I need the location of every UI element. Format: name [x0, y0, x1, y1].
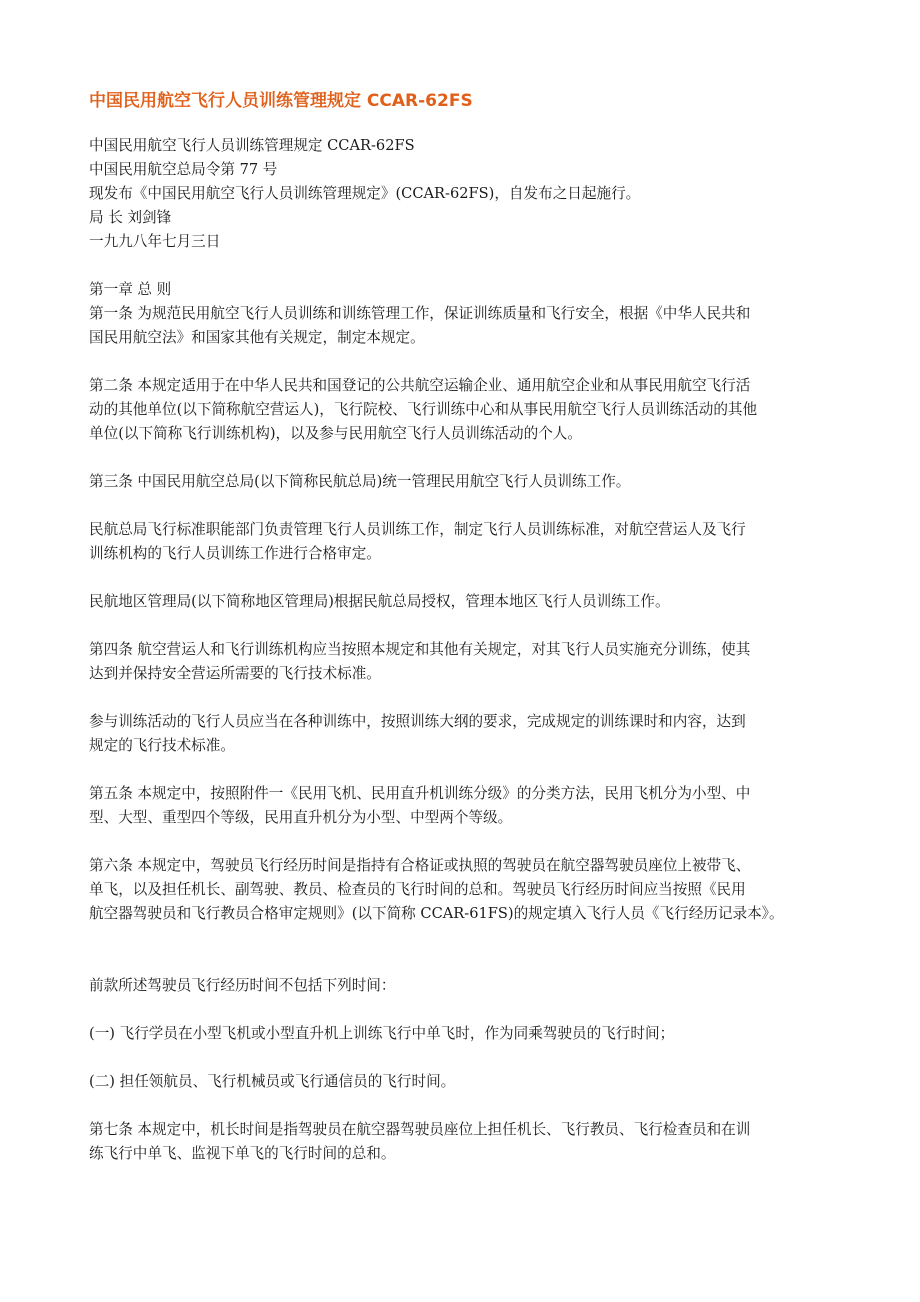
article-4-paragraph-2 — [89, 710, 839, 758]
header-line: 一九九八年七月三日 — [89, 233, 221, 250]
article-6-item-1 — [89, 1022, 839, 1046]
paragraph-line: 参与训练活动的飞行人员应当在各种训练中，按照训练大纲的要求，完成规定的训练课时和内容，达到 — [89, 713, 746, 730]
article-7 — [89, 1118, 839, 1166]
article-3-paragraph-3 — [89, 590, 839, 614]
article-3-paragraph-2 — [89, 518, 839, 566]
list-item: (二) 担任领航员、飞行机械员或飞行通信员的飞行时间。 — [89, 1073, 456, 1090]
spacer — [89, 1046, 839, 1070]
paragraph-line: 动的其他单位(以下简称航空营运人)，飞行院校、飞行训练中心和从事民用航空飞行人员训练活动的其他 — [89, 401, 758, 418]
spacer — [89, 686, 839, 710]
spacer — [89, 1094, 839, 1118]
spacer — [89, 614, 839, 638]
paragraph-line: 第六条 本规定中，驾驶员飞行经历时间是指持有合格证或执照的驾驶员在航空器驾驶员座位上被带飞、 — [89, 857, 751, 874]
paragraph-line: 型、大型、重型四个等级，民用直升机分为小型、中型两个等级。 — [89, 809, 513, 826]
article-6-paragraph-2 — [89, 974, 839, 998]
document-title: 中国民用航空飞行人员训练管理规定 CCAR-62FS — [89, 91, 473, 111]
article-2 — [89, 374, 839, 446]
header-line: 中国民用航空飞行人员训练管理规定 CCAR-62FS — [89, 137, 415, 154]
article-6-item-2 — [89, 1070, 839, 1094]
spacer — [89, 830, 839, 854]
list-item: (一) 飞行学员在小型飞机或小型直升机上训练飞行中单飞时，作为同乘驾驶员的飞行时间； — [89, 1025, 675, 1042]
paragraph-line: 单位(以下简称飞行训练机构)，以及参与民用航空飞行人员训练活动的个人。 — [89, 425, 582, 442]
paragraph-line: 民航总局飞行标准职能部门负责管理飞行人员训练工作，制定飞行人员训练标准，对航空营运人及飞行 — [89, 521, 746, 538]
paragraph-line: 第七条 本规定中，机长时间是指驾驶员在航空器驾驶员座位上担任机长、飞行教员、飞行检查员和在训 — [89, 1121, 751, 1138]
chapter-heading: 第一章 总 则 — [89, 281, 172, 298]
header-line: 现发布《中国民用航空飞行人员训练管理规定》(CCAR-62FS)，自发布之日起施行。 — [89, 185, 641, 202]
paragraph-line: 第一条 为规范民用航空飞行人员训练和训练管理工作，保证训练质量和飞行安全，根据《中华人民共和 — [89, 305, 751, 322]
article-3 — [89, 470, 839, 494]
paragraph-line: 第二条 本规定适用于在中华人民共和国登记的公共航空运输企业、通用航空企业和从事民用航空飞行活 — [89, 377, 751, 394]
spacer — [89, 350, 839, 374]
paragraph-line: 第四条 航空营运人和飞行训练机构应当按照本规定和其他有关规定，对其飞行人员实施充分训练，使其 — [89, 641, 751, 658]
article-4 — [89, 638, 839, 686]
header-line: 中国民用航空总局令第 77 号 — [89, 161, 278, 178]
article-1 — [89, 302, 839, 350]
paragraph-line: 第三条 中国民用航空总局(以下简称民航总局)统一管理民用航空飞行人员训练工作。 — [89, 473, 631, 490]
paragraph-line: 达到并保持安全营运所需要的飞行技术标准。 — [89, 665, 381, 682]
paragraph-line: 练飞行中单飞、监视下单飞的飞行时间的总和。 — [89, 1145, 396, 1162]
article-6 — [89, 854, 839, 926]
header-block — [89, 134, 839, 254]
paragraph-line: 第五条 本规定中，按照附件一《民用飞机、民用直升机训练分级》的分类方法，民用飞机分为小型、中 — [89, 785, 751, 802]
paragraph-line: 民航地区管理局(以下简称地区管理局)根据民航总局授权，管理本地区飞行人员训练工作。 — [89, 593, 670, 610]
document-body — [89, 134, 839, 1166]
spacer — [89, 446, 839, 470]
paragraph-line: 训练机构的飞行人员训练工作进行合格审定。 — [89, 545, 381, 562]
spacer — [89, 494, 839, 518]
paragraph-line: 航空器驾驶员和飞行教员合格审定规则》(以下简称 CCAR-61FS)的规定填入飞行人员《飞行经历记录本》。 — [89, 905, 784, 922]
article-5 — [89, 782, 839, 830]
paragraph-line: 国民用航空法》和国家其他有关规定，制定本规定。 — [89, 329, 425, 346]
spacer — [89, 254, 839, 278]
spacer — [89, 758, 839, 782]
spacer — [89, 998, 839, 1022]
spacer — [89, 566, 839, 590]
header-line: 局 长 刘剑锋 — [89, 209, 172, 226]
paragraph-line: 前款所述驾驶员飞行经历时间不包括下列时间： — [89, 977, 396, 994]
paragraph-line: 规定的飞行技术标准。 — [89, 737, 235, 754]
paragraph-line: 单飞，以及担任机长、副驾驶、教员、检查员的飞行时间的总和。驾驶员飞行经历时间应当按照《民用 — [89, 881, 746, 898]
spacer — [89, 926, 839, 974]
